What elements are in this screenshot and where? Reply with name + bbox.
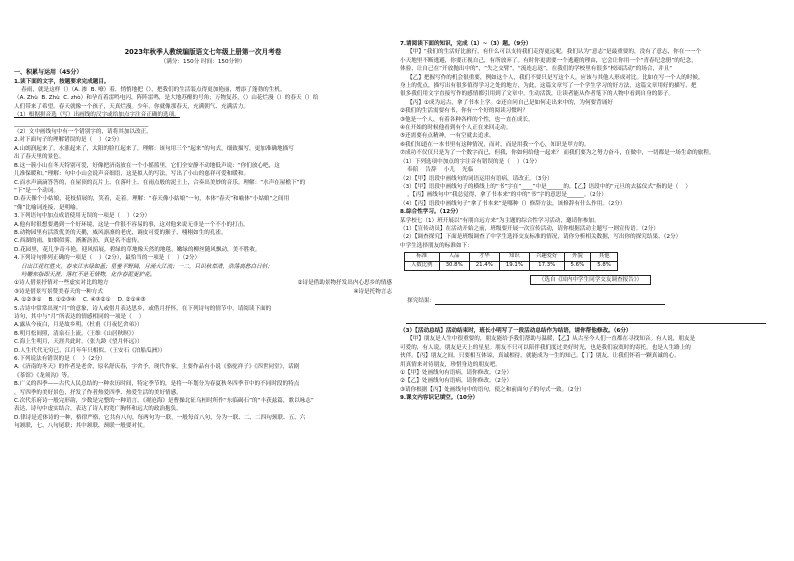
question-text: A. ①②③① B. ①②③④ C. ④③②① D. ②①④③ — [14, 297, 146, 304]
question-text: 句颔联，七、八句尾联；其中颔联、颈联一般要对仗。 — [14, 423, 149, 430]
question-text: 吟鞭东指即天涯，落红不是无情物，化作春泥更护花。 — [14, 271, 156, 278]
question-text: ⑦成功不仅仅只是为了一个数字而已，但我，你如何给他一起来？ 而我们要为之努力奋斗，在做中，一切都是一场生命的旅程。 — [400, 150, 715, 157]
question-text: （1）【宣传动员】在活动开始之前，班级要开展一次宣传活动，请你根据活动主题写一则宣传语。（2分） — [400, 225, 659, 232]
question-text: 2.对下面句子的理解错误的是（ ）（2分） — [14, 137, 123, 144]
option-pair-row — [14, 288, 392, 296]
survey-header-cell: 标准 — [405, 252, 440, 261]
question-text: 诗句，其中与“月”所表达的情感相同的一项是（ ） — [14, 314, 145, 321]
question-text: D.人生代代无穷已，江月年年只相似。（王安石《泊船瓜洲》） — [14, 347, 166, 354]
survey-header-cell: 人品 — [439, 252, 469, 261]
question-text: ④在开始的时候他看到有个人正在来回走动。 — [400, 125, 512, 132]
question-text: 用真情来对待朋友，珍惜身边的朋友吧。 — [400, 361, 501, 368]
question-text: 6.下列说法有错误的是（ ）（2分） — [14, 356, 106, 363]
option-text: ③诗是借景写景赞美春天的一种方式 — [14, 288, 103, 295]
question-text: （2）【甲】语段中画线句的词语运用有语病，请改正。（3分） — [400, 175, 553, 182]
survey-header-cell: 其他 — [591, 252, 618, 261]
question-text: 【乙】把握写作的机会很重要，例如这个人，我们不要只是写这个人，应该与其他人形成对比。比如在写一个人的时候， — [400, 74, 704, 81]
question-text: （4）【丙】语段中画线句子“拿了书本来”是哪种（）修辞方法，该修辞有什么作用。（2分） — [400, 200, 626, 207]
question-heading: 9.课文内容识记填空。（10分） — [400, 395, 479, 402]
question-text: 出了春天里的景色。 — [14, 154, 65, 161]
answer-line[interactable] — [406, 315, 766, 324]
question-text: D.律诗是近体诗的一种，格律严格，它共有八句，每两句为一联，一般每首八句，分为一联、二、二四句颈联、五、六 — [14, 414, 306, 421]
left-column — [14, 40, 392, 431]
question-text: ③请你根据【丙】处画线句中的语句，使之和前面句子的句式一致。（2分） — [400, 386, 585, 393]
right-column — [400, 40, 781, 403]
question-heading: 7.请阅读下面的知识，完成（1）~（3）题。（9分） — [400, 41, 532, 47]
question-text: A.山朗润起来了，水涨起来了，太阳的脸红起来了，理解：该句用三个“起来”的句式，细致描写，更加准确地描写 — [14, 145, 294, 152]
question-text: C.西湖的雨，如烟似雾，淅淅沥沥，真是名不虚传。 — [14, 238, 143, 245]
section-heading: 一、积累与运用（45分） — [14, 68, 83, 76]
question-text: 可爱的，有人说，朋友是天上的星星。朋友不只可以陪伴我们度过美好时光，也是我们寂寞时的寄托，也是人生路上的 — [400, 344, 691, 351]
survey-value-cell: 19.1% — [499, 261, 529, 270]
question-text: 很多我们用文字直接写作的感情都引用到了文章中，生动活泼，让读者能从作者笔下的人物中看到自身的影子。 — [400, 91, 675, 98]
survey-header-cell: 知识 — [499, 252, 529, 261]
result-label: 探究结果： — [400, 289, 781, 313]
question-text: B.广义的四季——古代人民总结的一种农历时间，特定季节的，是将一年划分为春夏秋冬四季节中的不同时段的特点 — [14, 381, 300, 388]
question-text: “下”是一个动词。 — [14, 187, 59, 194]
survey-source-label: （选自《国内中学生同学交友调查报告》） — [530, 275, 651, 285]
option-text: ④诗是托物言志 — [353, 288, 392, 295]
question-text: 春雨，就是这样（）（A. 渗 B. 嘹）着，悄悄地把（），把我们的生活装点得更加艳丽，增添了蓬勃的生机。 — [14, 87, 286, 94]
question-text: C.而水声滴滴答答的，在屋顶的瓦片上、在落叶上、在雨点般的泥土上，合奏出美妙的音乐。理解：“水声在屋檐下”的 — [14, 179, 306, 186]
question-heading: 8.综合性学习。（12分） — [400, 209, 462, 216]
question-text: C.次代乐府诗一般完形韵，少数是完整的一种语言。《观沧海》是曹操北征乌桓时所作“东临碣石”的“丰获兹篇，歌以咏志” — [14, 398, 314, 405]
question-text: “像”比喻词连接，是明喻。 — [14, 204, 82, 211]
question-text: D.花园里，花儿争奇斗艳，迎风招展，碧绿的草地像天然的地毯，嫩绿的柳丝随风飘动，美不胜收。 — [14, 246, 261, 253]
question-text: 奉陪 告辞 小儿 光临 — [400, 167, 474, 174]
survey-header-cell: 外貌 — [564, 252, 591, 261]
survey-source — [400, 275, 781, 285]
question-heading: 1.读下面的文字，按题要求完成题目。 — [14, 78, 110, 85]
question-text: B.动物园里有活泼优美的天鹅，威风凛凛的老虎，调皮可爱的猴子，栩栩如生的孔雀。 — [14, 229, 227, 236]
right-question-list-2 — [400, 327, 781, 402]
question-text: 3.下列语句中加点成语使用无误的一项是（ ）（2分） — [14, 213, 151, 220]
question-text: ⑥我们知道在一本书里有这种情况，而对，而是用我一个心，知识是甲方的。 — [400, 141, 590, 148]
left-question-list — [14, 69, 392, 431]
question-text: （2）【调查探究】下面是班级调查了中学生选择交友标准的情况，请你分析相关数据，写出你的探究结果。（2分） — [400, 234, 682, 241]
result-answer-blank[interactable] — [435, 299, 665, 305]
survey-value-cell: 21.4% — [469, 261, 499, 270]
option-pair-row — [14, 279, 392, 287]
question-text: 身上的优点，描写出有很多值得学习之处的地方，为此，这篇文章写了一个学生学习的好方法，这篇文章用好的描写，把 — [400, 83, 697, 90]
question-text: （A. Zhù B. Zhù C. zhò）和孕育着雷鸣电闪，阵阵雷鸣，是大地苏醒的号角；万物复苏，（）山花烂漫（）的春天（）给 — [14, 95, 319, 102]
option-text: ②诗是借助景物抒发出内心思乡的情感 — [297, 280, 392, 287]
question-text: 5.古诗中常常出现“月”的意象，诗人或借月表达思乡，或借月抒怀，在下列诗句的情节中，请阅读下面的 — [14, 305, 272, 312]
question-text: （1）下列选项中加点的字注音有错误的是（ ）（1分） — [400, 158, 541, 165]
question-text: ⑤还需要有点精神，一有空就去追求。 — [400, 133, 495, 140]
question-text: 小天地里不断逃避，你要正视自己，有所放弃了。有时你更需要一个逃避的理由，它会让你用一个“青春纪念册”的纪念， — [400, 57, 697, 64]
question-text: （2）文中画线句中有一个错别字的，请将其加以改正。 — [14, 129, 152, 136]
survey-header-row — [405, 252, 618, 261]
survey-value-cell: 5.8% — [591, 261, 618, 270]
question-text: B.明月松间照，清泉石上流。（王维《山居秋暝》） — [14, 330, 138, 337]
survey-table — [404, 252, 618, 271]
question-text: ③他是一个人，有着各种各样的个性，也一直在成长。 — [400, 116, 534, 123]
right-question-list — [400, 40, 781, 250]
question-text: ，【丙】画线句中“我总觉得，拿了书本来”的中的“书”字的意思是______。（2分） — [400, 192, 607, 199]
question-text: 【甲】朋友是人生中很重要的，朋友能给予我们帮助与温暖，【乙】从古至今人们一直都在寻找知音。有人说，朋友是 — [400, 336, 696, 343]
survey-header-cell: 才华 — [469, 252, 499, 261]
exam-title: 2023年秋季人教统编版语文七年级上册第一次月考卷 — [124, 48, 282, 56]
question-text: 【丙】①成为远古，拿了书本上学。②还自问自己是如何走出来中的，为何要背诵好 — [400, 99, 613, 106]
question-text: ②【乙】处画线句有语病，请你修改。（2分） — [400, 378, 513, 385]
survey-value-cell: 5.6% — [564, 261, 591, 270]
question-text: （3）【甲】语段中画线句子的横线上的“书”字在“____”中是______的，【乙】语段中的“元旦的去猛仪式”指的是（ ） — [400, 183, 691, 190]
question-text: 伙伴。【丙】朋友之间，只要相互体谅，真诚相待，就能成为一生的知己。【丁】朋友，让我们怀着一颗真诚的心， — [400, 353, 680, 360]
question-heading: （3）【活动总结】活动结束时，班长小明写了一段活动总结作为结语，请你帮他修改。（6分） — [400, 327, 632, 334]
question-text: 4.下列诗句排列正确的一项是（ ）（2分），最恰当的一项是（ ）（2分） — [14, 255, 201, 262]
question-text: 某学校七（1）班开展以“有朋自远方来”为主题的综合性学习活动，邀请你参加。 — [400, 217, 600, 224]
option-text: ①诗人借景抒情对一些虚实对比的地方 — [14, 280, 109, 287]
survey-value-cell: 17.3% — [529, 261, 564, 270]
question-text: （1）根据拼音选（写）出画线的汉字或给加点字注音正确的选项。 — [14, 112, 180, 119]
question-text: ①【甲】处画线句有语病，请你修改。（2分） — [400, 369, 513, 376]
question-text: 中学生选择朋友的标准如下： — [400, 242, 473, 249]
exam-subtitle: （满分：150分 时间：150分钟） — [160, 58, 246, 65]
question-text: ②我们的生活需要有书，你有一个好的阅读习惯吗？ — [400, 108, 529, 115]
survey-data-row — [405, 261, 618, 270]
question-text: ________________________________________________ — [14, 120, 149, 127]
question-text: B.这一簇小山在冬天特别可爱，好像把济南放在一个小摇篮里，它们全安静不动地低声说：“你们放心吧，这 — [14, 162, 280, 169]
question-text: 【甲】“我们的生活好比旅行，有什么可以支持我们走得更远呢，我们认为“意志”是最重要的，没有了意志，你在一一个 — [400, 49, 702, 56]
question-text: 表达，诗句中虚实结合，表达了诗人的宽广胸怀和远大的政治抱负。 — [14, 406, 182, 413]
question-text: C.海上生明月，天涯共此时。（张九龄《望月怀远》） — [14, 339, 143, 346]
question-text: 《茶馆》《龙须沟》等。 — [14, 372, 73, 379]
survey-value-cell: 30.8% — [439, 261, 469, 270]
survey-header-cell: 兴趣爱好 — [529, 252, 564, 261]
question-text: D.春天像个小姑娘，花枝招展的，笑着，走着。理解：“春天像小姑娘”一句，本体“春天”和喻体“小姑娘”之间用 — [14, 196, 290, 203]
question-text: ，写四季的美好景色，抒发了作者热爱四季、热爱生活的美好情感。 — [14, 389, 182, 396]
question-text: A.他有时很想要遇到一个好环境，这是一件很不容易的事，这对他来说无非是一个不小的打击。 — [14, 221, 249, 228]
survey-row-label: 人数比例 — [405, 261, 440, 270]
question-text: 日出江花红胜火，春来江水绿如蓝；星垂平野阔，月涌大江流；一二，只识秋草清，浩荡离愁白日斜； — [14, 263, 273, 270]
question-text: 儿准保暖和。”理解：句中小山会说声音细语，这是拟人的写法，写出了小山的慈祥可爱和暖和。 — [14, 171, 250, 178]
question-text: 体验，让自己在“开放抛出中的”，“失之交臂”，“流连忘返”，在我们的学校里有很多“校园活动”的场合，并且“ — [400, 66, 673, 73]
question-text: A.露从今夜白，月是故乡明。（杜甫《月夜忆舍弟》） — [14, 322, 143, 329]
question-text: A.《济南的冬天》的作者是老舍，原名舒庆春，字舍予，现代作家，主要作品有小说《骆驼祥子》《四世同堂》，话剧 — [14, 364, 300, 371]
question-text: 人们带来了希望。春天就像一个孩子，天真烂漫。少年，你就像那春天，充满朝气、充满活力。 — [14, 103, 249, 110]
